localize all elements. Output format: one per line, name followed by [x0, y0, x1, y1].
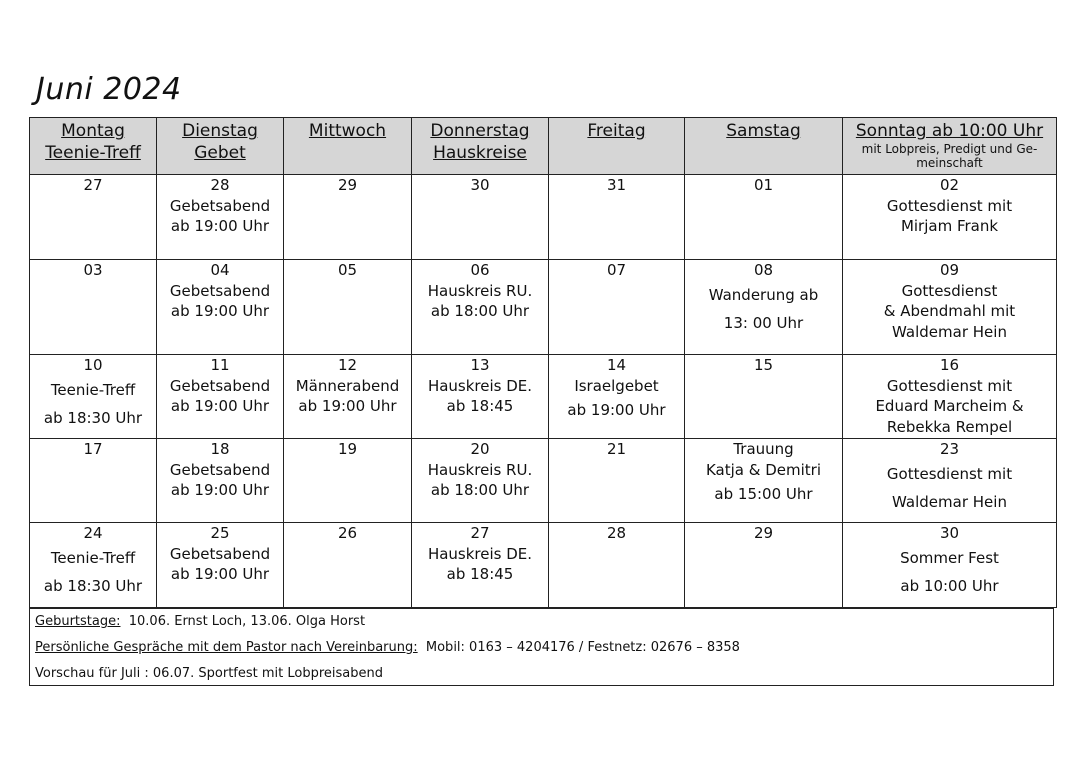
- day-number: 09: [939, 261, 960, 279]
- day-number: 06: [470, 261, 490, 279]
- header-tuesday: [157, 118, 284, 175]
- day-cell: [30, 523, 157, 608]
- day-cell: [843, 260, 1057, 355]
- event-line: ab 19:00 Uhr: [170, 217, 270, 235]
- birthdays-line: [35, 609, 1053, 635]
- header-saturday-day: Samstag: [726, 121, 801, 141]
- day-number: 07: [606, 261, 627, 279]
- event-line: Hauskreis RU.: [427, 460, 533, 479]
- day-number: 17: [83, 440, 103, 458]
- header-monday-day: Montag: [61, 121, 125, 141]
- day-number: 23: [939, 440, 960, 458]
- event-line: Gebetsabend: [169, 196, 271, 215]
- day-cell: [30, 439, 157, 523]
- day-number: 15: [753, 356, 774, 374]
- week-row: [30, 175, 1057, 260]
- day-cell: [549, 439, 685, 523]
- footer-notes: [29, 607, 1054, 686]
- day-cell: [412, 439, 549, 523]
- event-line: Gebetsabend: [169, 376, 271, 395]
- day-number: 28: [210, 176, 230, 194]
- day-cell: [284, 523, 412, 608]
- event-line: Sommer Fest: [900, 548, 999, 567]
- header-wednesday-day: Mittwoch: [308, 121, 387, 141]
- day-cell: [157, 523, 284, 608]
- event-line: ab 19:00 Uhr: [170, 565, 270, 583]
- day-cell: [284, 439, 412, 523]
- event-line: Gottesdienst mit: [886, 196, 1013, 215]
- day-number: 11: [210, 356, 230, 374]
- talks-text: Mobil: 0163 – 4204176 / Festnetz: 02676 – 8358: [425, 640, 740, 655]
- day-cell: [157, 260, 284, 355]
- day-number: 13: [470, 356, 490, 374]
- event-line: Mirjam Frank: [900, 217, 999, 235]
- day-cell: [284, 175, 412, 260]
- event-line: ab 18:30 Uhr: [43, 408, 143, 427]
- event-line: Gebetsabend: [169, 544, 271, 563]
- header-sunday-day: Sonntag ab 10:00 Uhr: [855, 121, 1044, 141]
- day-number: 21: [606, 440, 627, 458]
- day-number: 12: [337, 356, 358, 374]
- header-saturday: [685, 118, 843, 175]
- week-row: [30, 260, 1057, 355]
- event-line: Gebetsabend: [169, 460, 271, 479]
- header-sunday-note-1: mit Lobpreis, Predigt und Ge-: [861, 142, 1038, 156]
- day-number: 14: [606, 356, 627, 374]
- event-line: Waldemar Hein: [892, 492, 1007, 511]
- day-cell: [284, 260, 412, 355]
- event-line: & Abendmahl mit: [883, 302, 1016, 320]
- week-row: [30, 355, 1057, 439]
- day-cell: [157, 175, 284, 260]
- day-cell: [157, 439, 284, 523]
- day-number: 24: [83, 524, 103, 542]
- event-line: Gottesdienst mit: [886, 376, 1013, 395]
- header-monday-sub: Teenie-Treff: [45, 143, 141, 163]
- header-sunday-note-2: meinschaft: [916, 156, 983, 170]
- header-monday: [30, 118, 157, 175]
- event-line: ab 19:00 Uhr: [170, 481, 270, 499]
- day-number: 03: [83, 261, 103, 279]
- day-number: 19: [337, 440, 358, 458]
- day-cell: [843, 523, 1057, 608]
- page-title: Juni 2024: [36, 72, 182, 107]
- day-cell: [30, 355, 157, 439]
- day-cell: [549, 175, 685, 260]
- event-line: Gebetsabend: [169, 281, 271, 300]
- week-row: [30, 523, 1057, 608]
- day-cell: [30, 175, 157, 260]
- day-cell: [412, 355, 549, 439]
- talks-line: [35, 635, 1053, 661]
- event-line: Teenie-Treff: [50, 380, 136, 399]
- header-row: [30, 118, 1057, 175]
- birthdays-label: Geburtstage:: [35, 614, 121, 629]
- day-cell: [843, 175, 1057, 260]
- event-line: Wanderung ab: [708, 285, 819, 304]
- day-number: 29: [753, 524, 774, 542]
- event-line: Hauskreis DE.: [427, 376, 533, 395]
- event-line: Katja & Demitri: [705, 460, 821, 479]
- day-number: 30: [939, 524, 960, 542]
- day-number: 10: [83, 356, 103, 374]
- event-line: Hauskreis RU.: [427, 281, 533, 300]
- calendar-table: [29, 117, 1057, 608]
- day-cell: [412, 523, 549, 608]
- day-number: 28: [606, 524, 627, 542]
- day-number: 26: [337, 524, 358, 542]
- week-row: [30, 439, 1057, 523]
- day-number: 29: [337, 176, 358, 194]
- day-number: 18: [210, 440, 230, 458]
- event-line: ab 18:30 Uhr: [43, 576, 143, 595]
- event-line: Waldemar Hein: [892, 322, 1007, 341]
- day-cell: [685, 175, 843, 260]
- day-cell: [685, 355, 843, 439]
- event-line: ab 18:45: [446, 565, 514, 583]
- event-line: Rebekka Rempel: [886, 417, 1013, 436]
- day-cell: [412, 175, 549, 260]
- day-cell: [157, 355, 284, 439]
- day-cell: [549, 523, 685, 608]
- birthdays-text: 10.06. Ernst Loch, 13.06. Olga Horst: [128, 614, 366, 629]
- talks-label: Persönliche Gespräche mit dem Pastor nach Vereinbarung:: [35, 640, 418, 655]
- header-thursday: [412, 118, 549, 175]
- event-line: 13: 00 Uhr: [723, 313, 804, 332]
- event-line: Männerabend: [295, 376, 400, 395]
- header-thursday-day: Donnerstag: [430, 121, 530, 141]
- event-line: ab 19:00 Uhr: [567, 401, 666, 419]
- header-friday-day: Freitag: [587, 121, 646, 141]
- event-line: Eduard Marcheim &: [875, 397, 1024, 415]
- event-line: ab 19:00 Uhr: [170, 302, 270, 320]
- day-cell: [685, 260, 843, 355]
- event-line: ab 18:00 Uhr: [430, 302, 530, 320]
- header-thursday-sub: Hauskreise: [433, 143, 527, 163]
- day-number: 01: [753, 176, 774, 194]
- day-cell: [549, 260, 685, 355]
- event-line: ab 18:00 Uhr: [430, 481, 530, 499]
- day-number: 04: [210, 261, 230, 279]
- day-number: 27: [470, 524, 490, 542]
- event-line: Gottesdienst: [901, 281, 998, 300]
- header-sunday: [843, 118, 1057, 175]
- day-cell: [284, 355, 412, 439]
- event-line: Hauskreis DE.: [427, 544, 533, 563]
- preview-line: Vorschau für Juli : 06.07. Sportfest mit Lobpreisabend: [35, 666, 383, 681]
- event-line: Israelgebet: [574, 376, 659, 395]
- event-line: Gottesdienst mit: [886, 464, 1013, 483]
- day-number: 08: [753, 261, 774, 279]
- day-number: 31: [606, 176, 627, 194]
- day-cell: [843, 355, 1057, 439]
- day-cell: [685, 523, 843, 608]
- event-line: Trauung: [733, 440, 794, 458]
- day-number: 05: [337, 261, 358, 279]
- day-number: 02: [939, 176, 960, 194]
- day-cell: [30, 260, 157, 355]
- header-tuesday-day: Dienstag: [182, 121, 258, 141]
- event-line: Teenie-Treff: [50, 548, 136, 567]
- event-line: ab 15:00 Uhr: [714, 485, 813, 503]
- day-cell: [685, 439, 843, 523]
- day-number: 25: [210, 524, 230, 542]
- event-line: ab 10:00 Uhr: [900, 576, 999, 595]
- day-number: 30: [470, 176, 490, 194]
- day-number: 27: [83, 176, 103, 194]
- day-cell: [412, 260, 549, 355]
- event-line: ab 18:45: [446, 397, 514, 415]
- event-line: ab 19:00 Uhr: [170, 397, 270, 415]
- day-number: 20: [470, 440, 490, 458]
- day-cell: [843, 439, 1057, 523]
- day-cell: [549, 355, 685, 439]
- header-friday: [549, 118, 685, 175]
- day-number: 16: [939, 356, 960, 374]
- header-wednesday: [284, 118, 412, 175]
- header-tuesday-sub: Gebet: [194, 143, 246, 163]
- event-line: ab 19:00 Uhr: [298, 397, 397, 415]
